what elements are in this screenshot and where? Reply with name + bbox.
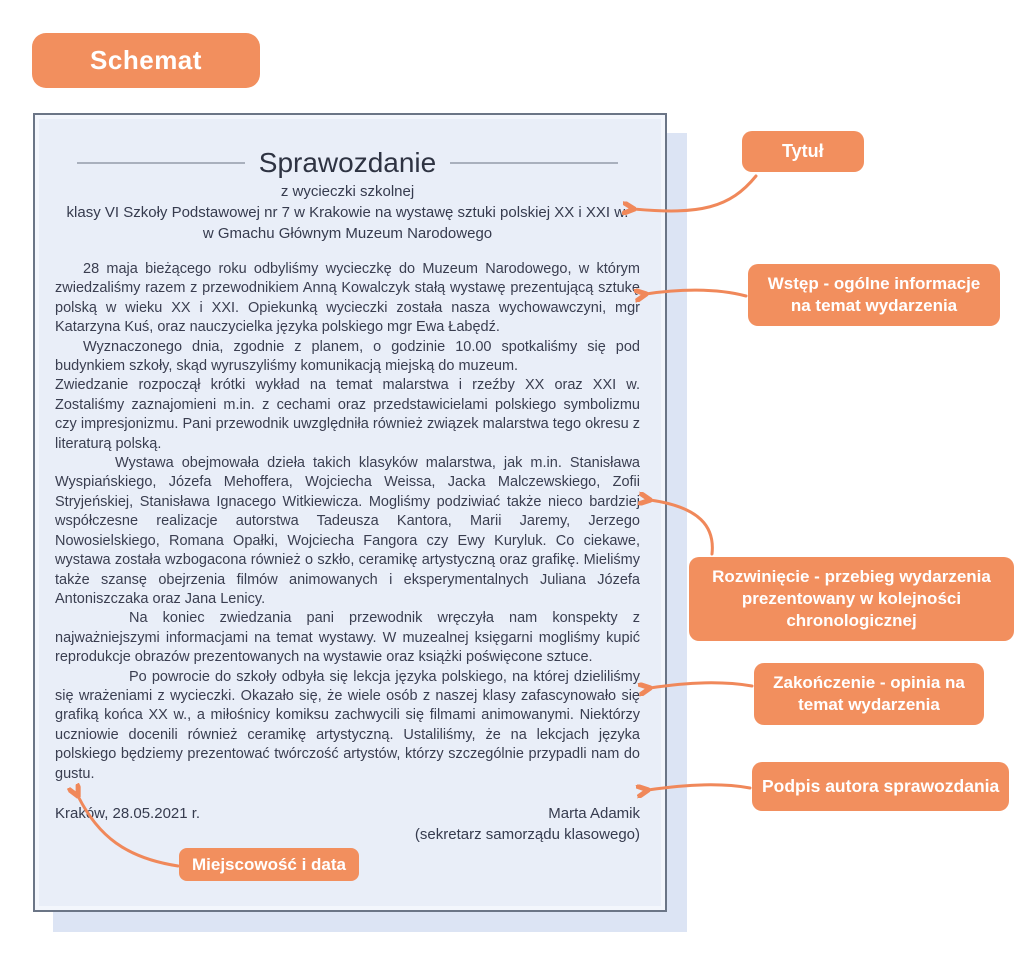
subtitle-line: w Gmachu Głównym Muzeum Narodowego — [202, 225, 493, 242]
signature-row — [55, 803, 640, 845]
paragraph-ending-tour: Na koniec zwiedzania pani przewodnik wręczyła nam konspekty z najważniejszymi informacjami na temat wystawy. W muzealnej księgarni mogliśmy kupić reprodukcje obrazów prezentowanych na wystawie oraz książki poświęcone sztuce. — [55, 610, 640, 666]
callout-zakonczenie — [754, 663, 984, 725]
callout-wstep-label: Wstęp - ogólne informacje na temat wydarzenia — [767, 274, 981, 315]
author-role: (sekretarz samorządu klasowego) — [414, 825, 640, 843]
place-and-date: Kraków, 28.05.2021 r. — [55, 804, 201, 822]
paragraph-meeting: Wyznaczonego dnia, zgodnie z planem, o godzinie 10.00 spotkaliśmy się pod budynkiem szkoły, skąd wyruszyliśmy komunikacją miejską do muzeum. — [55, 338, 640, 375]
callout-miejscowosc-label: Miejscowość i data — [192, 854, 346, 874]
paragraph-conclusion: Po powrocie do szkoły odbyła się lekcja języka polskiego, na której dzieliliśmy się wrażeniami z wycieczki. Okazało się, że wiele osób z naszej klasy zafascynowało się grafiką końca XX w., a miłośnicy komiksu zachwycili się filmami animowanymi. Niektórzy uczniowie docenili również ceramikę artystyczną. Ustaliliśmy, że na lekcjach języka polskiego będziemy prezentować twórczość artystów, którzy szczególnie przypadli nam do gustu. — [55, 668, 640, 782]
callout-tytul-label: Tytuł — [782, 141, 824, 161]
subtitle-line: klasy VI Szkoły Podstawowej nr 7 w Krakowie na wystawę sztuki polskiej XX i XXI w. — [66, 204, 629, 221]
callout-miejscowosc — [179, 848, 359, 881]
callout-rozwiniecie-label: Rozwinięcie - przebieg wydarzenia prezentowany w kolejności chronologicznej — [712, 567, 991, 630]
callout-podpis-label: Podpis autora sprawozdania — [762, 776, 1000, 796]
paragraph-lecture: Zwiedzanie rozpoczął krótki wykład na temat malarstwa i rzeźby XX oraz XXI w. Zostaliśmy zaznajomieni m.in. z cechami oraz przedstawicielami polskiego symbolizmu czy impresjonizmu. Pani przewodnik uwzględniła również związek malarstwa tego okresu z literaturą polską. — [55, 377, 640, 452]
callout-rozwiniecie — [689, 557, 1014, 641]
subtitle-line: z wycieczki szkolnej — [280, 183, 415, 200]
paragraph-intro: 28 maja bieżącego roku odbyliśmy wycieczkę do Muzeum Narodowego, w którym zwiedzaliśmy razem z przewodnikiem Anną Kowalczyk stałą wystawę prezentującą sztukę polską w wieku XX i XXI. Opiekunką wycieczki została nasza wychowawczyni, mgr Katarzyna Kuś, oraz nauczycielka języka polskiego mgr Ewa Łabędź. — [55, 261, 640, 336]
document-body — [55, 260, 640, 784]
paragraph-exhibition: Wystawa obejmowała dzieła takich klasyków malarstwa, jak m.in. Stanisława Wyspiańskiego, Józefa Mehoffera, Wojciecha Weissa, Jacka Malczewskiego, Zofii Stryjeńskiej, Stanisława Ignacego Witkiewicza. Mogliśmy podziwiać także nieco bardziej współczesne realizacje autorstwa Tadeusza Kantora, Marii Jaremy, Jerzego Nowosielskiego, Romana Opałki, Wojciecha Fangora czy Ewy Kuryluk. Co ciekawe, wystawa została wzbogacona również o szkło, ceramikę artystyczną oraz grafikę. Mieliśmy także szansę obejrzenia filmów animowanych i eksperymentalnych Juliana Józefa Antoniszczaka oraz Jana Lenicy. — [55, 455, 640, 607]
callout-podpis — [752, 762, 1009, 811]
schemat-badge-label: Schemat — [90, 45, 202, 75]
callout-zakonczenie-label: Zakończenie - opinia na temat wydarzenia — [773, 673, 965, 714]
report-document — [33, 113, 667, 912]
document-title: Sprawozdanie — [258, 147, 437, 178]
callout-wstep — [748, 264, 1000, 326]
author-name: Marta Adamik — [548, 804, 640, 822]
callout-tytul — [742, 131, 864, 172]
title-decoration-line-left — [77, 162, 245, 164]
title-decoration-line-right — [450, 162, 618, 164]
author-signature — [415, 803, 640, 845]
document-subtitle — [55, 181, 640, 244]
document-title-row — [55, 147, 640, 179]
schemat-badge — [32, 33, 260, 88]
